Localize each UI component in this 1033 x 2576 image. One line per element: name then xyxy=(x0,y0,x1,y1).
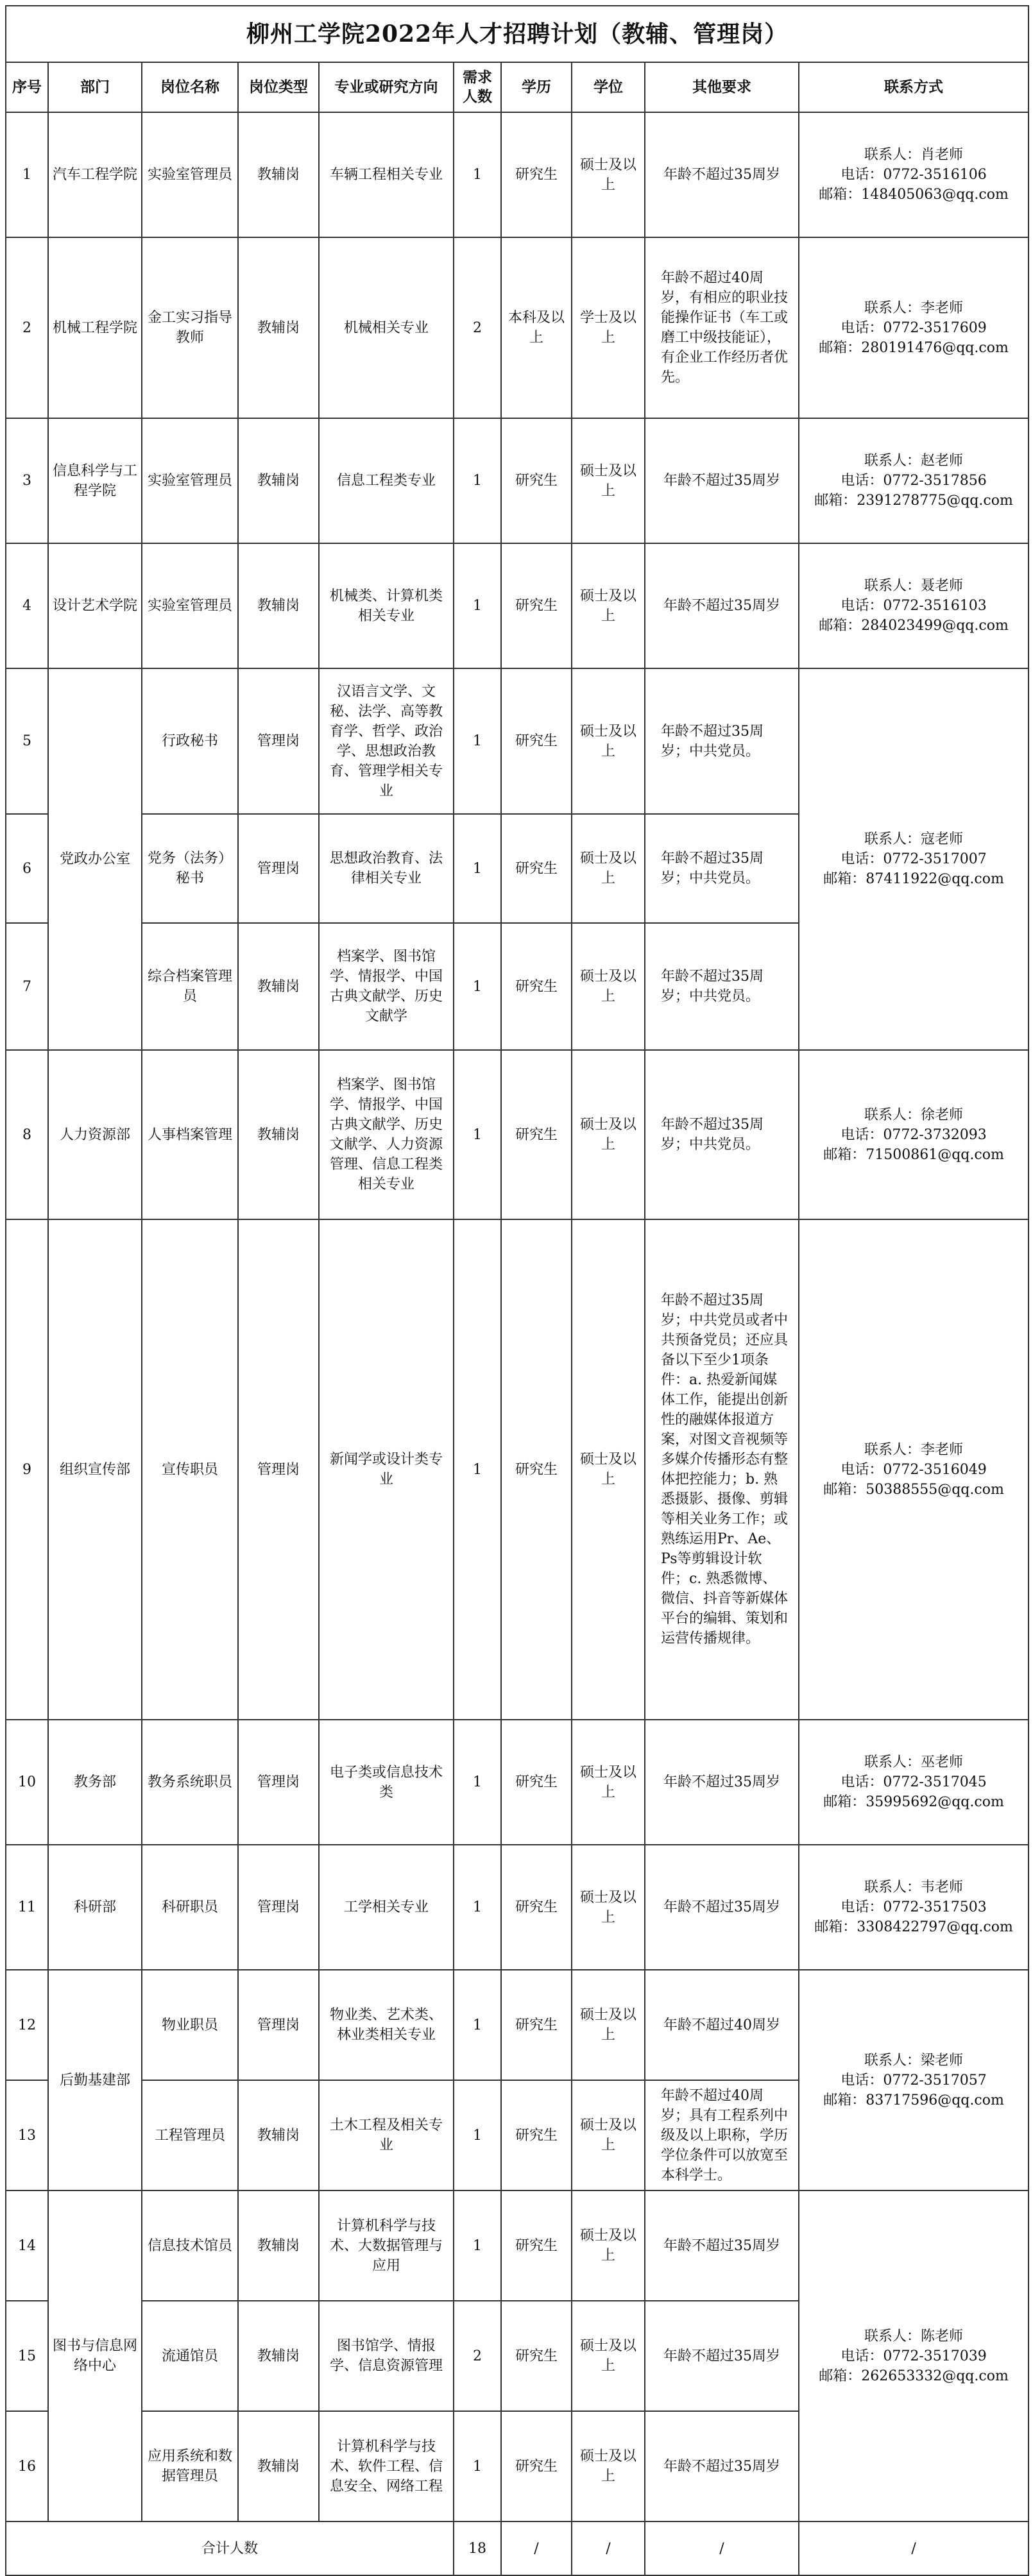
contact-phone: 电话：0772-3517609 xyxy=(841,319,987,336)
headcount: 1 xyxy=(454,1970,501,2080)
contact-email: 邮箱：2391278775@qq.com xyxy=(814,493,1013,509)
contact-cell xyxy=(799,1050,1029,1219)
other-requirements: 年龄不超过35周岁 xyxy=(645,2190,799,2301)
contact-cell xyxy=(799,668,1029,1050)
headcount: 1 xyxy=(454,2411,501,2521)
contact-phone: 电话：0772-3516106 xyxy=(841,167,987,183)
headcount: 1 xyxy=(454,1050,501,1219)
header-no: 序号 xyxy=(6,62,48,112)
contact-phone: 电话：0772-3517057 xyxy=(841,2072,987,2089)
degree: 硕士及以上 xyxy=(572,2411,645,2521)
total-education: / xyxy=(501,2521,572,2575)
position-name: 实验室管理员 xyxy=(142,418,238,543)
position-name: 行政秘书 xyxy=(142,668,238,814)
department-cell: 人力资源部 xyxy=(48,1050,142,1219)
title-row xyxy=(6,6,1029,62)
contact-cell xyxy=(799,1219,1029,1720)
header-degree: 学位 xyxy=(572,62,645,112)
headcount: 1 xyxy=(454,112,501,237)
other-requirements: 年龄不超过35周岁 xyxy=(645,418,799,543)
other-requirements: 年龄不超过35周岁 xyxy=(645,2411,799,2521)
header-count: 需求人数 xyxy=(454,62,501,112)
headcount: 1 xyxy=(454,1720,501,1845)
degree: 学士及以上 xyxy=(572,237,645,418)
education: 研究生 xyxy=(501,2080,572,2190)
headcount: 1 xyxy=(454,1845,501,1970)
major-direction: 档案学、图书馆学、情报学、中国古典文献学、历史文献学、人力资源管理、信息工程类相关专业 xyxy=(319,1050,454,1219)
education: 研究生 xyxy=(501,1970,572,2080)
contact-phone: 电话：0772-3516103 xyxy=(841,598,987,614)
position-name: 宣传职员 xyxy=(142,1219,238,1720)
position-type: 教辅岗 xyxy=(238,418,319,543)
header-department: 部门 xyxy=(48,62,142,112)
headcount: 2 xyxy=(454,237,501,418)
contact-cell xyxy=(799,418,1029,543)
degree: 硕士及以上 xyxy=(572,418,645,543)
position-type: 教辅岗 xyxy=(238,237,319,418)
department-cell: 图书与信息网络中心 xyxy=(48,2190,142,2521)
contact-person: 联系人：寇老师 xyxy=(864,831,964,847)
table-row xyxy=(6,112,1029,237)
contact-cell xyxy=(799,1845,1029,1970)
major-direction: 物业类、艺术类、林业类相关专业 xyxy=(319,1970,454,2080)
row-number: 4 xyxy=(6,543,48,668)
major-direction: 思想政治教育、法律相关专业 xyxy=(319,814,454,923)
position-type: 管理岗 xyxy=(238,1219,319,1720)
other-requirements: 年龄不超过35周岁；中共党员。 xyxy=(645,1050,799,1219)
degree: 硕士及以上 xyxy=(572,2190,645,2301)
major-direction: 档案学、图书馆学、情报学、中国古典文献学、历史文献学 xyxy=(319,923,454,1050)
position-type: 教辅岗 xyxy=(238,112,319,237)
row-number: 16 xyxy=(6,2411,48,2521)
table-title: 柳州工学院2022年人才招聘计划（教辅、管理岗） xyxy=(6,6,1029,62)
position-type: 管理岗 xyxy=(238,814,319,923)
education: 研究生 xyxy=(501,1845,572,1970)
headcount: 1 xyxy=(454,814,501,923)
header-major: 专业或研究方向 xyxy=(319,62,454,112)
other-requirements: 年龄不超过35周岁 xyxy=(645,1720,799,1845)
contact-phone: 电话：0772-3517503 xyxy=(841,1899,987,1915)
major-direction: 车辆工程相关专业 xyxy=(319,112,454,237)
row-number: 9 xyxy=(6,1219,48,1720)
recruitment-table-sheet xyxy=(5,5,1028,2559)
row-number: 3 xyxy=(6,418,48,543)
education: 研究生 xyxy=(501,1050,572,1219)
headcount: 1 xyxy=(454,668,501,814)
contact-phone: 电话：0772-3517039 xyxy=(841,2348,987,2364)
education: 研究生 xyxy=(501,1219,572,1720)
major-direction: 信息工程类专业 xyxy=(319,418,454,543)
contact-email: 邮箱：35995692@qq.com xyxy=(823,1794,1004,1810)
position-name: 物业职员 xyxy=(142,1970,238,2080)
major-direction: 计算机科学与技术、软件工程、信息安全、网络工程 xyxy=(319,2411,454,2521)
header-type: 岗位类型 xyxy=(238,62,319,112)
education: 研究生 xyxy=(501,2411,572,2521)
other-requirements: 年龄不超过40周岁；具有工程系列中级及以上职称，学历学位条件可以放宽至本科学士。 xyxy=(645,2080,799,2190)
contact-person: 联系人：李老师 xyxy=(864,1441,964,1458)
row-number: 12 xyxy=(6,1970,48,2080)
contact-person: 联系人：李老师 xyxy=(864,300,964,316)
education: 研究生 xyxy=(501,923,572,1050)
contact-person: 联系人：梁老师 xyxy=(864,2052,964,2069)
major-direction: 机械类、计算机类相关专业 xyxy=(319,543,454,668)
row-number: 5 xyxy=(6,668,48,814)
total-row xyxy=(6,2521,1029,2575)
department-cell: 机械工程学院 xyxy=(48,237,142,418)
contact-phone: 电话：0772-3516049 xyxy=(841,1461,987,1478)
position-name: 应用系统和数据管理员 xyxy=(142,2411,238,2521)
row-number: 6 xyxy=(6,814,48,923)
contact-cell xyxy=(799,2190,1029,2521)
degree: 硕士及以上 xyxy=(572,668,645,814)
major-direction: 机械相关专业 xyxy=(319,237,454,418)
contact-cell xyxy=(799,543,1029,668)
contact-email: 邮箱：262653332@qq.com xyxy=(819,2368,1009,2384)
position-type: 教辅岗 xyxy=(238,923,319,1050)
contact-person: 联系人：赵老师 xyxy=(864,453,964,469)
recruitment-table xyxy=(5,5,1029,2576)
position-name: 人事档案管理 xyxy=(142,1050,238,1219)
position-type: 管理岗 xyxy=(238,1720,319,1845)
education: 研究生 xyxy=(501,418,572,543)
header-requirements: 其他要求 xyxy=(645,62,799,112)
contact-email: 邮箱：148405063@qq.com xyxy=(819,187,1009,203)
department-cell: 设计艺术学院 xyxy=(48,543,142,668)
degree: 硕士及以上 xyxy=(572,2301,645,2411)
contact-person: 联系人：徐老师 xyxy=(864,1106,964,1123)
education: 本科及以上 xyxy=(501,237,572,418)
header-row xyxy=(6,62,1029,112)
table-row xyxy=(6,1219,1029,1720)
other-requirements: 年龄不超过35周岁 xyxy=(645,1845,799,1970)
department-cell: 教务部 xyxy=(48,1720,142,1845)
contact-person: 联系人：肖老师 xyxy=(864,147,964,163)
row-number: 2 xyxy=(6,237,48,418)
major-direction: 汉语言文学、文秘、法学、高等教育学、哲学、政治学、思想政治教育、管理学相关专业 xyxy=(319,668,454,814)
contact-email: 邮箱：280191476@qq.com xyxy=(819,339,1009,356)
total-label: 合计人数 xyxy=(6,2521,454,2575)
header-contact: 联系方式 xyxy=(799,62,1029,112)
headcount: 2 xyxy=(454,2301,501,2411)
contact-person: 联系人：韦老师 xyxy=(864,1879,964,1895)
table-row xyxy=(6,543,1029,668)
major-direction: 工学相关专业 xyxy=(319,1845,454,1970)
row-number: 8 xyxy=(6,1050,48,1219)
total-requirements: / xyxy=(645,2521,799,2575)
department-cell: 组织宣传部 xyxy=(48,1219,142,1720)
education: 研究生 xyxy=(501,2301,572,2411)
headcount: 1 xyxy=(454,2080,501,2190)
contact-phone: 电话：0772-3517007 xyxy=(841,851,987,867)
table-row xyxy=(6,2190,1029,2301)
contact-email: 邮箱：83717596@qq.com xyxy=(823,2092,1004,2108)
total-count: 18 xyxy=(454,2521,501,2575)
position-name: 综合档案管理员 xyxy=(142,923,238,1050)
education: 研究生 xyxy=(501,668,572,814)
education: 研究生 xyxy=(501,814,572,923)
degree: 硕士及以上 xyxy=(572,814,645,923)
contact-cell xyxy=(799,1720,1029,1845)
position-name: 工程管理员 xyxy=(142,2080,238,2190)
other-requirements: 年龄不超过35周岁 xyxy=(645,543,799,668)
header-education: 学历 xyxy=(501,62,572,112)
position-name: 科研职员 xyxy=(142,1845,238,1970)
headcount: 1 xyxy=(454,543,501,668)
row-number: 10 xyxy=(6,1720,48,1845)
position-name: 信息技术馆员 xyxy=(142,2190,238,2301)
headcount: 1 xyxy=(454,1219,501,1720)
row-number: 11 xyxy=(6,1845,48,1970)
row-number: 1 xyxy=(6,112,48,237)
contact-email: 邮箱：71500861@qq.com xyxy=(823,1146,1004,1163)
headcount: 1 xyxy=(454,418,501,543)
major-direction: 土木工程及相关专业 xyxy=(319,2080,454,2190)
table-row xyxy=(6,1845,1029,1970)
degree: 硕士及以上 xyxy=(572,1845,645,1970)
table-row xyxy=(6,237,1029,418)
position-name: 金工实习指导教师 xyxy=(142,237,238,418)
row-number: 14 xyxy=(6,2190,48,2301)
other-requirements: 年龄不超过40周岁 xyxy=(645,1970,799,2080)
degree: 硕士及以上 xyxy=(572,1720,645,1845)
department-cell: 信息科学与工程学院 xyxy=(48,418,142,543)
position-name: 实验室管理员 xyxy=(142,112,238,237)
other-requirements: 年龄不超过35周岁 xyxy=(645,2301,799,2411)
department-cell: 后勤基建部 xyxy=(48,1970,142,2190)
position-name: 党务（法务）秘书 xyxy=(142,814,238,923)
total-degree: / xyxy=(572,2521,645,2575)
other-requirements: 年龄不超过35周岁 xyxy=(645,112,799,237)
position-name: 实验室管理员 xyxy=(142,543,238,668)
degree: 硕士及以上 xyxy=(572,1970,645,2080)
headcount: 1 xyxy=(454,2190,501,2301)
contact-phone: 电话：0772-3732093 xyxy=(841,1126,987,1143)
contact-person: 联系人：巫老师 xyxy=(864,1754,964,1770)
major-direction: 计算机科学与技术、大数据管理与应用 xyxy=(319,2190,454,2301)
row-number: 15 xyxy=(6,2301,48,2411)
total-contact: / xyxy=(799,2521,1029,2575)
position-type: 教辅岗 xyxy=(238,2411,319,2521)
other-requirements: 年龄不超过35周岁；中共党员或者中共预备党员；还应具备以下至少1项条件：a. 热爱新闻媒体工作，能提出创新性的融媒体报道方案，对图文音视频等多媒介传播形态有整体把控能力；b. 熟悉摄影、摄像、剪辑等相关业务工作；或熟练运用Pr、Ae、Ps等剪辑设计软件；c. 熟悉微博、微信、抖音等新媒体平台的编辑、策划和运营传播规律。 xyxy=(645,1219,799,1720)
major-direction: 新闻学或设计类专业 xyxy=(319,1219,454,1720)
contact-person: 联系人：陈老师 xyxy=(864,2328,964,2344)
major-direction: 图书馆学、情报学、信息资源管理 xyxy=(319,2301,454,2411)
position-type: 教辅岗 xyxy=(238,1050,319,1219)
contact-email: 邮箱：87411922@qq.com xyxy=(823,871,1004,887)
position-type: 教辅岗 xyxy=(238,2301,319,2411)
table-row xyxy=(6,1720,1029,1845)
contact-phone: 电话：0772-3517045 xyxy=(841,1774,987,1790)
table-row xyxy=(6,418,1029,543)
table-row xyxy=(6,1050,1029,1219)
education: 研究生 xyxy=(501,112,572,237)
row-number: 13 xyxy=(6,2080,48,2190)
other-requirements: 年龄不超过35周岁；中共党员。 xyxy=(645,923,799,1050)
other-requirements: 年龄不超过40周岁，有相应的职业技能操作证书（车工或磨工中级技能证），有企业工作经历者优先。 xyxy=(645,237,799,418)
education: 研究生 xyxy=(501,543,572,668)
position-type: 教辅岗 xyxy=(238,2080,319,2190)
degree: 硕士及以上 xyxy=(572,543,645,668)
degree: 硕士及以上 xyxy=(572,1050,645,1219)
contact-cell xyxy=(799,112,1029,237)
contact-cell xyxy=(799,237,1029,418)
position-type: 管理岗 xyxy=(238,668,319,814)
table-row xyxy=(6,1970,1029,2080)
contact-cell xyxy=(799,1970,1029,2190)
department-cell: 党政办公室 xyxy=(48,668,142,1050)
contact-email: 邮箱：50388555@qq.com xyxy=(823,1481,1004,1498)
table-row xyxy=(6,668,1029,814)
degree: 硕士及以上 xyxy=(572,1219,645,1720)
position-type: 教辅岗 xyxy=(238,2190,319,2301)
position-name: 教务系统职员 xyxy=(142,1720,238,1845)
other-requirements: 年龄不超过35周岁；中共党员。 xyxy=(645,668,799,814)
education: 研究生 xyxy=(501,1720,572,1845)
position-type: 教辅岗 xyxy=(238,543,319,668)
major-direction: 电子类或信息技术类 xyxy=(319,1720,454,1845)
contact-person: 联系人：聂老师 xyxy=(864,578,964,594)
contact-email: 邮箱：284023499@qq.com xyxy=(819,618,1009,634)
row-number: 7 xyxy=(6,923,48,1050)
header-position: 岗位名称 xyxy=(142,62,238,112)
contact-email: 邮箱：3308422797@qq.com xyxy=(814,1919,1013,1935)
degree: 硕士及以上 xyxy=(572,923,645,1050)
position-type: 管理岗 xyxy=(238,1845,319,1970)
other-requirements: 年龄不超过35周岁；中共党员。 xyxy=(645,814,799,923)
degree: 硕士及以上 xyxy=(572,112,645,237)
position-name: 流通馆员 xyxy=(142,2301,238,2411)
education: 研究生 xyxy=(501,2190,572,2301)
department-cell: 科研部 xyxy=(48,1845,142,1970)
degree: 硕士及以上 xyxy=(572,2080,645,2190)
headcount: 1 xyxy=(454,923,501,1050)
contact-phone: 电话：0772-3517856 xyxy=(841,473,987,489)
position-type: 管理岗 xyxy=(238,1970,319,2080)
department-cell: 汽车工程学院 xyxy=(48,112,142,237)
